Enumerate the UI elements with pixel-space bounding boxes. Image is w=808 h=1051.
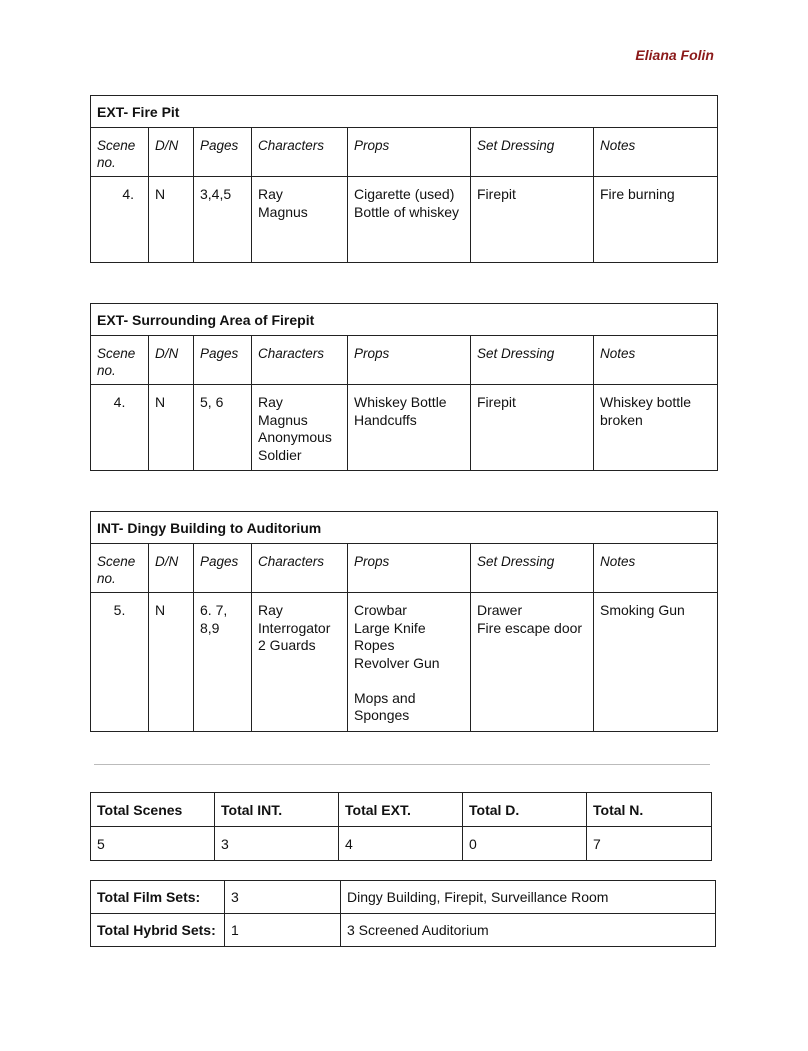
prop: Bottle of whiskey: [354, 203, 460, 220]
column-header: Props: [348, 128, 471, 177]
column-header: Props: [348, 336, 471, 385]
sets-table: [90, 880, 716, 947]
set-dressing-item: Firepit: [477, 394, 516, 410]
total-header: Total N.: [587, 793, 712, 827]
total-value: 4: [339, 827, 463, 861]
scene-table: [90, 95, 718, 263]
column-header: Notes: [594, 128, 718, 177]
prop: Crowbar: [354, 602, 407, 618]
column-header: D/N: [149, 544, 194, 593]
set-count: 1: [225, 914, 341, 947]
props: [348, 177, 471, 263]
column-header: Notes: [594, 544, 718, 593]
prop: Mops and Sponges: [354, 689, 420, 723]
notes: [594, 385, 718, 471]
set-dressing: [471, 593, 594, 732]
column-header: Characters: [252, 544, 348, 593]
total-header: Total D.: [463, 793, 587, 827]
column-header: Props: [348, 544, 471, 593]
prop: Handcuffs: [354, 411, 417, 428]
total-value: 0: [463, 827, 587, 861]
table-row: [91, 914, 716, 947]
character: Interrogator: [258, 619, 331, 636]
day-night: N: [149, 385, 194, 471]
scene-number: 5.: [91, 593, 149, 732]
character: Magnus: [258, 411, 308, 428]
set-dressing-item: Fire escape door: [477, 619, 583, 636]
prop: Revolver Gun: [354, 654, 440, 671]
set-count: 3: [225, 881, 341, 914]
day-night: N: [149, 593, 194, 732]
prop: Large Knife: [354, 619, 426, 636]
total-value: 3: [215, 827, 339, 861]
set-list: 3 Screened Auditorium: [341, 914, 716, 947]
character: 2 Guards: [258, 637, 316, 653]
pages: 3,4,5: [194, 177, 252, 263]
scene-title: EXT- Fire Pit: [91, 96, 718, 128]
scene-title: INT- Dingy Building to Auditorium: [91, 512, 718, 544]
column-header: Pages: [194, 128, 252, 177]
day-night: N: [149, 177, 194, 263]
set-dressing: [471, 385, 594, 471]
author-name: Eliana Folin: [635, 47, 714, 63]
props: [348, 385, 471, 471]
set-list: Dingy Building, Firepit, Surveillance Room: [341, 881, 716, 914]
set-dressing-item: Firepit: [477, 186, 516, 202]
prop: Cigarette (used): [354, 186, 455, 202]
totals-table: [90, 792, 712, 861]
column-header: Pages: [194, 544, 252, 593]
set-label: Total Hybrid Sets:: [91, 914, 225, 947]
character: Magnus: [258, 203, 308, 220]
column-header: Scene no.: [91, 128, 149, 177]
set-dressing: [471, 177, 594, 263]
scene-number: 4.: [91, 177, 149, 263]
table-row: [91, 881, 716, 914]
note: Fire burning: [600, 186, 675, 202]
section-divider: [94, 764, 710, 765]
props: [348, 593, 471, 732]
column-header: Set Dressing: [471, 128, 594, 177]
column-header: Characters: [252, 336, 348, 385]
total-header: Total INT.: [215, 793, 339, 827]
character: Ray: [258, 186, 283, 202]
character: Ray: [258, 394, 283, 410]
total-header: Total Scenes: [91, 793, 215, 827]
table-row: [91, 385, 718, 471]
total-header: Total EXT.: [339, 793, 463, 827]
characters: [252, 385, 348, 471]
pages: 6. 7, 8,9: [194, 593, 252, 732]
total-value: 5: [91, 827, 215, 861]
scene-table: [90, 511, 718, 732]
note: Whiskey bottle broken: [600, 394, 695, 428]
column-header: Characters: [252, 128, 348, 177]
note: Smoking Gun: [600, 602, 685, 618]
notes: [594, 177, 718, 263]
scene-table: [90, 303, 718, 471]
column-header: Pages: [194, 336, 252, 385]
prop: Whiskey Bottle: [354, 394, 447, 410]
column-header: Set Dressing: [471, 544, 594, 593]
set-label: Total Film Sets:: [91, 881, 225, 914]
set-dressing-item: Drawer: [477, 602, 523, 618]
scene-title: EXT- Surrounding Area of Firepit: [91, 304, 718, 336]
pages: 5, 6: [194, 385, 252, 471]
column-header: Notes: [594, 336, 718, 385]
column-header: Scene no.: [91, 544, 149, 593]
column-header: D/N: [149, 128, 194, 177]
total-value: 7: [587, 827, 712, 861]
table-row: [91, 593, 718, 732]
prop-spacer: [354, 672, 464, 690]
characters: [252, 593, 348, 732]
prop: Ropes: [354, 637, 395, 653]
scene-number: 4.: [91, 385, 149, 471]
column-header: Scene no.: [91, 336, 149, 385]
column-header: Set Dressing: [471, 336, 594, 385]
characters: [252, 177, 348, 263]
table-row: [91, 177, 718, 263]
column-header: D/N: [149, 336, 194, 385]
notes: [594, 593, 718, 732]
character: Anonymous Soldier: [258, 429, 336, 463]
character: Ray: [258, 602, 283, 618]
